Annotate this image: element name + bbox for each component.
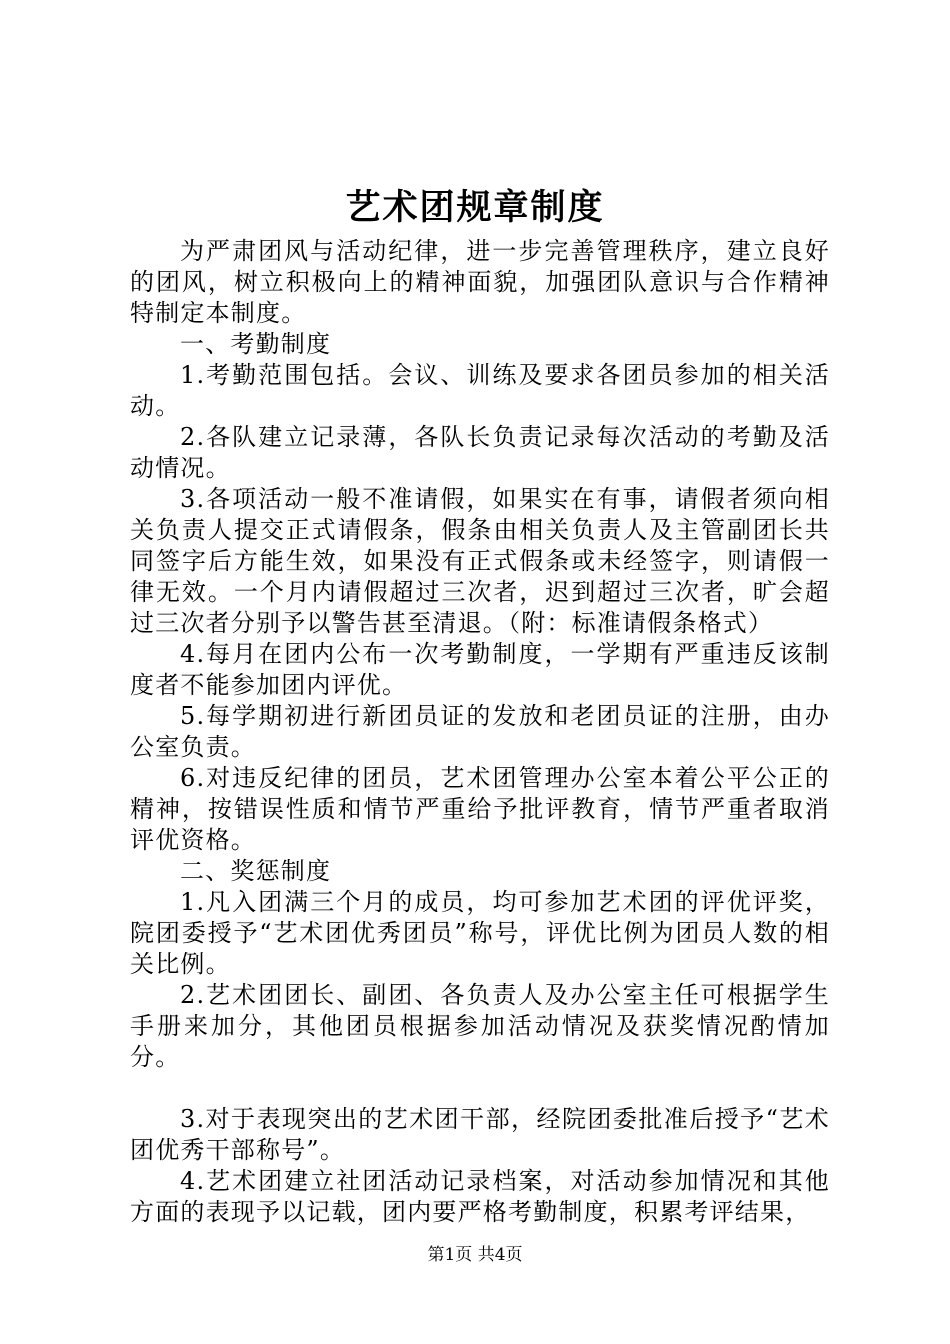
attendance-item-1: 1.考勤范围包括。会议、训练及要求各团员参加的相关活动。 <box>130 361 830 420</box>
attendance-item-3: 3.各项活动一般不准请假，如果实在有事，请假者须向相关负责人提交正式请假条，假条由相关负责人及主管副团长共同签字后方能生效，如果没有正式假条或未经签字，则请假一律无效。一个月内请假超过三次者，迟到超过三次者，旷会超过三次者分别予以警告甚至清退。（附：标准请假条格式） <box>130 485 830 637</box>
attendance-item-5: 5.每学期初进行新团员证的发放和老团员证的注册，由办公室负责。 <box>130 702 830 761</box>
rewards-item-4: 4.艺术团建立社团活动记录档案，对活动参加情况和其他方面的表现予以记载，团内要严格考勤制度，积累考评结果， <box>130 1167 830 1226</box>
section-heading-rewards: 二、奖惩制度 <box>180 857 332 885</box>
rewards-item-1: 1.凡入团满三个月的成员，均可参加艺术团的评优评奖，院团委授予“艺术团优秀团员”称号，评优比例为团员人数的相关比例。 <box>130 888 830 978</box>
intro-paragraph: 为严肃团风与活动纪律，进一步完善管理秩序，建立良好的团风，树立积极向上的精神面貌，加强团队意识与合作精神特制定本制度。 <box>130 237 830 327</box>
attendance-item-4: 4.每月在团内公布一次考勤制度，一学期有严重违反该制度者不能参加团内评优。 <box>130 640 830 699</box>
attendance-item-6: 6.对违反纪律的团员，艺术团管理办公室本着公平公正的精神，按错误性质和情节严重给予批评教育，情节严重者取消评优资格。 <box>130 764 830 854</box>
attendance-item-2: 2.各队建立记录薄，各队长负责记录每次活动的考勤及活动情况。 <box>130 423 830 482</box>
rewards-item-2: 2.艺术团团长、副团、各负责人及办公室主任可根据学生手册来加分，其他团员根据参加活动情况及获奖情况酌情加分。 <box>130 981 830 1071</box>
page-number-footer: 第1页 共4页 <box>427 1245 523 1265</box>
section-heading-attendance: 一、考勤制度 <box>180 330 332 358</box>
document-body <box>130 236 830 1228</box>
document-title: 艺术团规章制度 <box>345 187 605 228</box>
rewards-item-3: 3.对于表现突出的艺术团干部，经院团委批准后授予“艺术团优秀干部称号”。 <box>130 1105 830 1164</box>
